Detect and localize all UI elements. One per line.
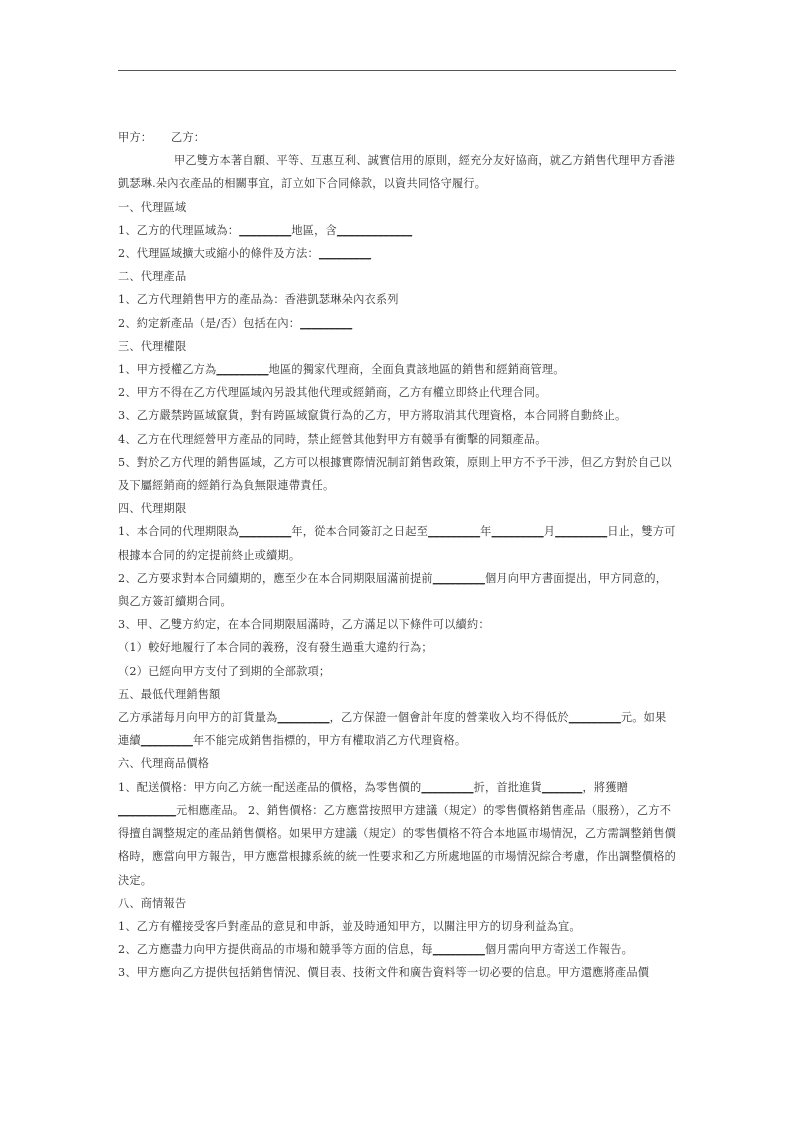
section-title: 六、代理商品價格 (118, 757, 210, 771)
section-title: 一、代理區域 (118, 200, 187, 214)
fill-blank[interactable]: _________ (140, 734, 193, 748)
section-title: 四、代理期限 (118, 502, 187, 516)
clause: 5、對於乙方代理的銷售區域，乙方可以根據實際情況制訂銷售政策，原則上甲方不予干涉，但乙方對於自己以及下屬經銷商的經銷行為負無限連帶責任。 (118, 455, 672, 493)
clause: 2、乙方要求對本合同續期的，應至少在本合同期限屆滿前提前_________個月向甲方書面提出，甲方同意的，與乙方簽訂續期合同。 (118, 571, 668, 609)
fill-blank[interactable]: _________ (491, 525, 544, 539)
clause: 1、乙方有權接受客戶對產品的意見和申訴，並及時通知甲方，以關注甲方的切身利益為宜。 (118, 919, 581, 933)
clause: 1、乙方的代理區域為：_________地區，含_____________ (118, 223, 413, 237)
fill-blank[interactable]: _______ (541, 780, 583, 794)
clause: 3、甲方應向乙方提供包括銷售情況、價目表、技術文件和廣告資料等一切必要的信息。甲方還應將產品價 (118, 966, 650, 980)
fill-blank[interactable]: _________ (239, 525, 292, 539)
fill-blank[interactable]: _________ (428, 525, 481, 539)
fill-blank[interactable]: _________ (421, 780, 474, 794)
fill-blank[interactable]: _________ (300, 316, 353, 330)
contract-body (118, 126, 676, 985)
intro-paragraph: 甲乙雙方本著自願、平等、互惠互利、誠實信用的原則，經充分友好協商，就乙方銷售代理甲方香港凱瑟琳.朵內衣產品的相關事宜，訂立如下合同條款，以資共同恪守履行。 (118, 154, 676, 191)
parties-line: 甲方： 乙方： (118, 131, 206, 144)
condition: （2）已經向甲方支付了到期的全部款項； (118, 664, 331, 678)
clause: 乙方承諾每月向甲方的訂貨量為_________，乙方保證一個會計年度的營業收入均不得低於_________元。如果連續_________年不能完成銷售指標的，甲方有權取消乙方代理資格。 (118, 711, 667, 748)
clause: 1、本合同的代理期限為_________年，從本合同簽訂之日起至_________年_________月_________日止，雙方可根據本合同的約定提前終止或續期。 (118, 525, 676, 562)
fill-blank[interactable]: _________ (568, 711, 621, 725)
fill-blank[interactable]: _________ (555, 525, 608, 539)
fill-blank[interactable]: _________ (239, 223, 292, 237)
clause: 3、甲、乙雙方約定，在本合同期限屆滿時，乙方滿足以下條件可以續約： (118, 618, 490, 632)
clause: 4、乙方在代理經營甲方產品的同時，禁止經營其他對甲方有競爭有衝擊的同類產品。 (118, 432, 547, 446)
clause: 2、甲方不得在乙方代理區域內另設其他代理或經銷商，乙方有權立即終止代理合同。 (118, 386, 547, 400)
fill-blank[interactable]: _________ (318, 247, 372, 261)
fill-blank[interactable]: _________ (277, 711, 330, 725)
clause: 2、乙方應盡力向甲方提供商品的市場和競爭等方面的信息，每_________個月需向甲方寄送工作報告。 (118, 943, 633, 957)
section-title: 八、商情報告 (118, 896, 187, 910)
fill-blank[interactable]: _____________ (336, 223, 413, 237)
clause: 1、甲方授權乙方為_________地區的獨家代理商，全面負責該地區的銷售和經銷商管理。 (118, 363, 565, 377)
section-title: 五、最低代理銷售額 (118, 687, 221, 701)
section-title: 二、代理產品 (118, 270, 187, 284)
clause: 2、約定新產品（是/否）包括在內：_________ (118, 316, 353, 330)
section-title: 三、代理權限 (118, 339, 187, 353)
fill-blank[interactable]: _________ (432, 943, 485, 957)
clause: 1、乙方代理銷售甲方的產品為：香港凱瑟琳朵內衣系列 (118, 293, 399, 307)
fill-blank[interactable]: __________ (118, 803, 176, 817)
clause: 2、代理區域擴大或縮小的條件及方法：_________ (118, 247, 372, 261)
fill-blank[interactable]: _________ (432, 571, 485, 585)
clause: 1、配送價格：甲方向乙方統一配送產品的價格，為零售價的_________折，首批進貨_______，將獲贈__________元相應產品。 2、銷售價格：乙方應當按照甲方建議（規定）的零售價格銷售產品（服務），乙方不得擅自調整規定的產品銷售價格。如果甲方建議（規定）的零售價格不符合本地區市場情況，乙方需調整銷售價格時，應當向甲方報告，甲方應當根據系統的統一性要求和乙方所處地區的市場情況綜合考慮，作出調整價格的決定。 (118, 780, 676, 887)
header-rule (118, 70, 676, 71)
fill-blank[interactable]: _________ (216, 363, 269, 377)
condition: （1）較好地履行了本合同的義務，沒有發生過重大違約行為； (118, 641, 433, 655)
clause: 3、乙方嚴禁跨區域竄貨，對有跨區域竄貨行為的乙方，甲方將取消其代理資格，本合同將自動終止。 (118, 409, 627, 423)
